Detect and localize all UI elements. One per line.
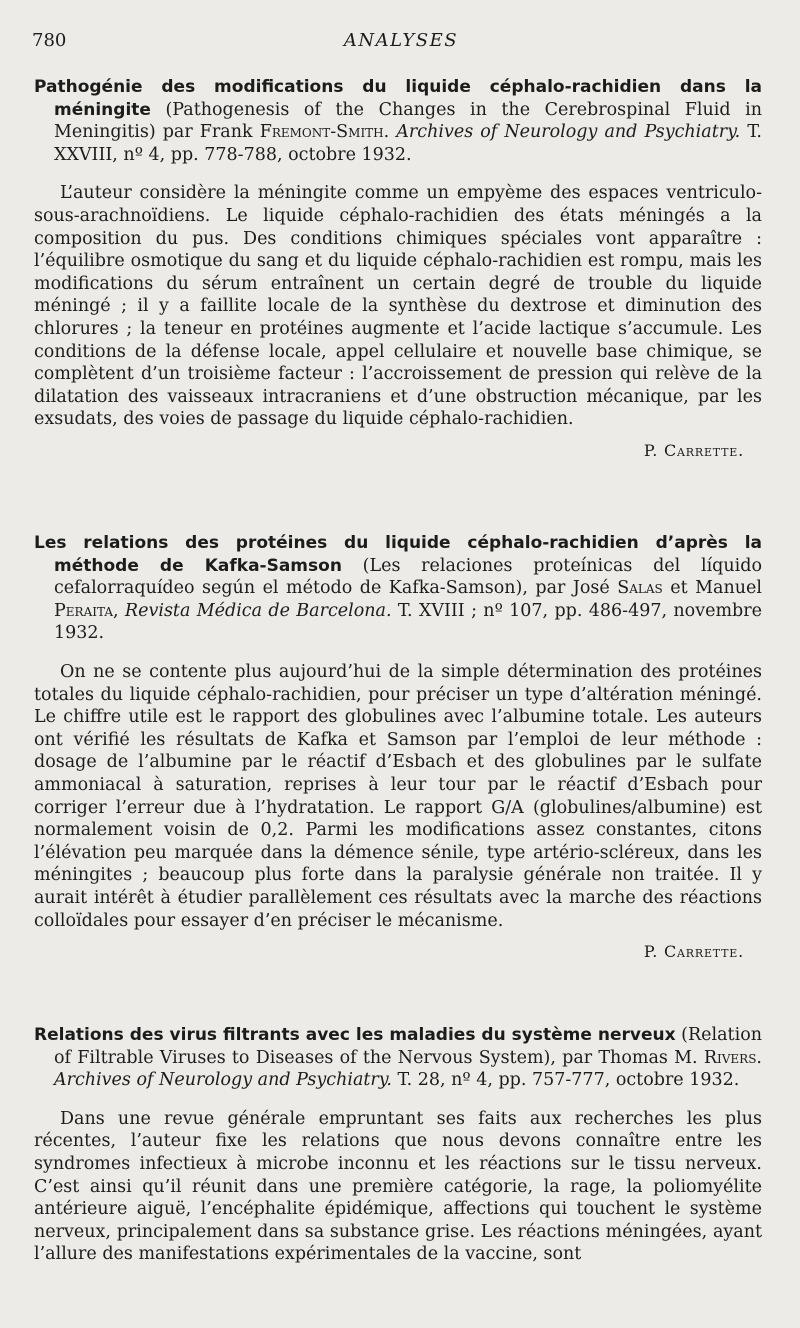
article-body: L’auteur considère la méningite comme un empyème des espaces ventriculo-sous-arachnoïdiens. Le liquide céphalo-rachidien des états méningés a la composition du pus. Des conditions chimiques spéciales vont apparaître : l’équilibre osmotique du sang et du liquide céphalo-rachidien est rompu, mais les modifications du sérum entraînent un certain degré de trouble du liquide méningé ; il y a faillite locale de la synthèse du dextrose et diminution des chlorures ; la teneur en protéines augmente et l’acide lactique s’accumule. Les conditions de la défense locale, appel cellulaire et nouvelle base chimique, se complètent d’un troisième facteur : l’accroissement de pression qui relève de la dilatation des vaisseaux intracraniens et d’une obstruction mécanique, par les exsudats, des voies de passage du liquide céphalo-rachidien. <box>34 183 762 430</box>
article-heading <box>34 1024 762 1092</box>
article-title: Relations des virus filtrants avec les maladies du système nerveux <box>34 1025 676 1045</box>
author-name-2: Peraita, <box>54 600 119 621</box>
article-2 <box>34 532 762 961</box>
citation: T. XXVIII, nº 4, pp. 778-788, octobre 1932. <box>54 122 762 165</box>
journal-name: Archives of Neurology and Psychiatry. <box>54 1070 392 1091</box>
article-body: On ne se contente plus aujourd’hui de la simple détermination des protéines totales du liquide céphalo-rachidien, pour préciser un type d’altération méningé. Le chiffre utile est le rapport des globulines avec l’albumine totale. Les auteurs ont vérifié les résultats de Kafka et Samson par l’emploi de leur méthode : dosage de l’albumine par le réactif d’Esbach et des globulines par le sulfate ammoniacal à saturation, reprises à leur tour par le réactif d’Esbach pour corriger l’erreur due à l’hydratation. Le rapport G/A (globulines/albumine) est normalement voisin de 0,2. Parmi les modifications assez constantes, citons l’élévation peu marquée dans la démence sénile, type artério-scléreux, dans les méningites ; beaucoup plus forte dans la paralysie générale non traitée. Il y aurait intérêt à étudier parallèlement ces résultats avec la marche des réactions colloïdales pour essayer d’en préciser le mécanisme. <box>34 661 762 931</box>
original-title: (Les relaciones proteínicas del líquido cefalorraquídeo según el método de Kafka-Samson), par José <box>54 555 762 599</box>
article-body: Dans une revue générale empruntant ses faits aux recherches les plus récentes, l’auteur fixe les relations que nous devons connaître entre les syndromes infectieux à microbe inconnu et les réactions sur le tissu nerveux. C’est ainsi qu’il réunit dans une première catégorie, la rage, la poliomyélite antérieure aiguë, l’encéphalite épidémique, affections qui touchent le système nerveux, principalement dans sa substance grise. Les réactions méningées, ayant l’allure des manifestations expérimentales de la vaccine, sont <box>34 1108 762 1265</box>
signature: P. Carrette. <box>643 942 744 962</box>
citation: T. 28, nº 4, pp. 757-777, octobre 1932. <box>397 1070 740 1091</box>
citation: T. XVIII ; nº 107, pp. 486-497, novembre 1932. <box>54 600 762 644</box>
page-number: 780 <box>32 30 67 51</box>
author-name: Salas <box>617 578 663 599</box>
article-1 <box>34 76 762 460</box>
article-heading <box>34 76 762 166</box>
article-heading <box>34 532 762 645</box>
article-3 <box>34 1024 762 1266</box>
original-title: (Pathogenesis of the Changes in the Cerebrospinal Fluid in Meningitis) par Frank <box>54 99 762 143</box>
author-connector: et Manuel <box>670 578 762 599</box>
journal-name: Archives of Neurology and Psychiatry. <box>396 122 741 143</box>
signature: P. Carrette. <box>643 440 744 460</box>
author-name: Fremont-Smith. <box>259 122 390 143</box>
article-title: Les relations des protéines du liquide céphalo-rachidien d’après la méthode de Kafka-Samson <box>34 533 762 576</box>
running-head: ANALYSES <box>343 30 459 51</box>
journal-name: Revista Médica de Barcelona. <box>124 600 392 621</box>
page-header <box>32 30 770 56</box>
article-title: Pathogénie des modifications du liquide céphalo-rachidien dans la méningite <box>34 77 762 120</box>
author-name: Rivers. <box>703 1047 762 1068</box>
original-title: (Relation of Filtrable Viruses to Diseases of the Nervous System), par Thomas M. <box>54 1025 762 1068</box>
